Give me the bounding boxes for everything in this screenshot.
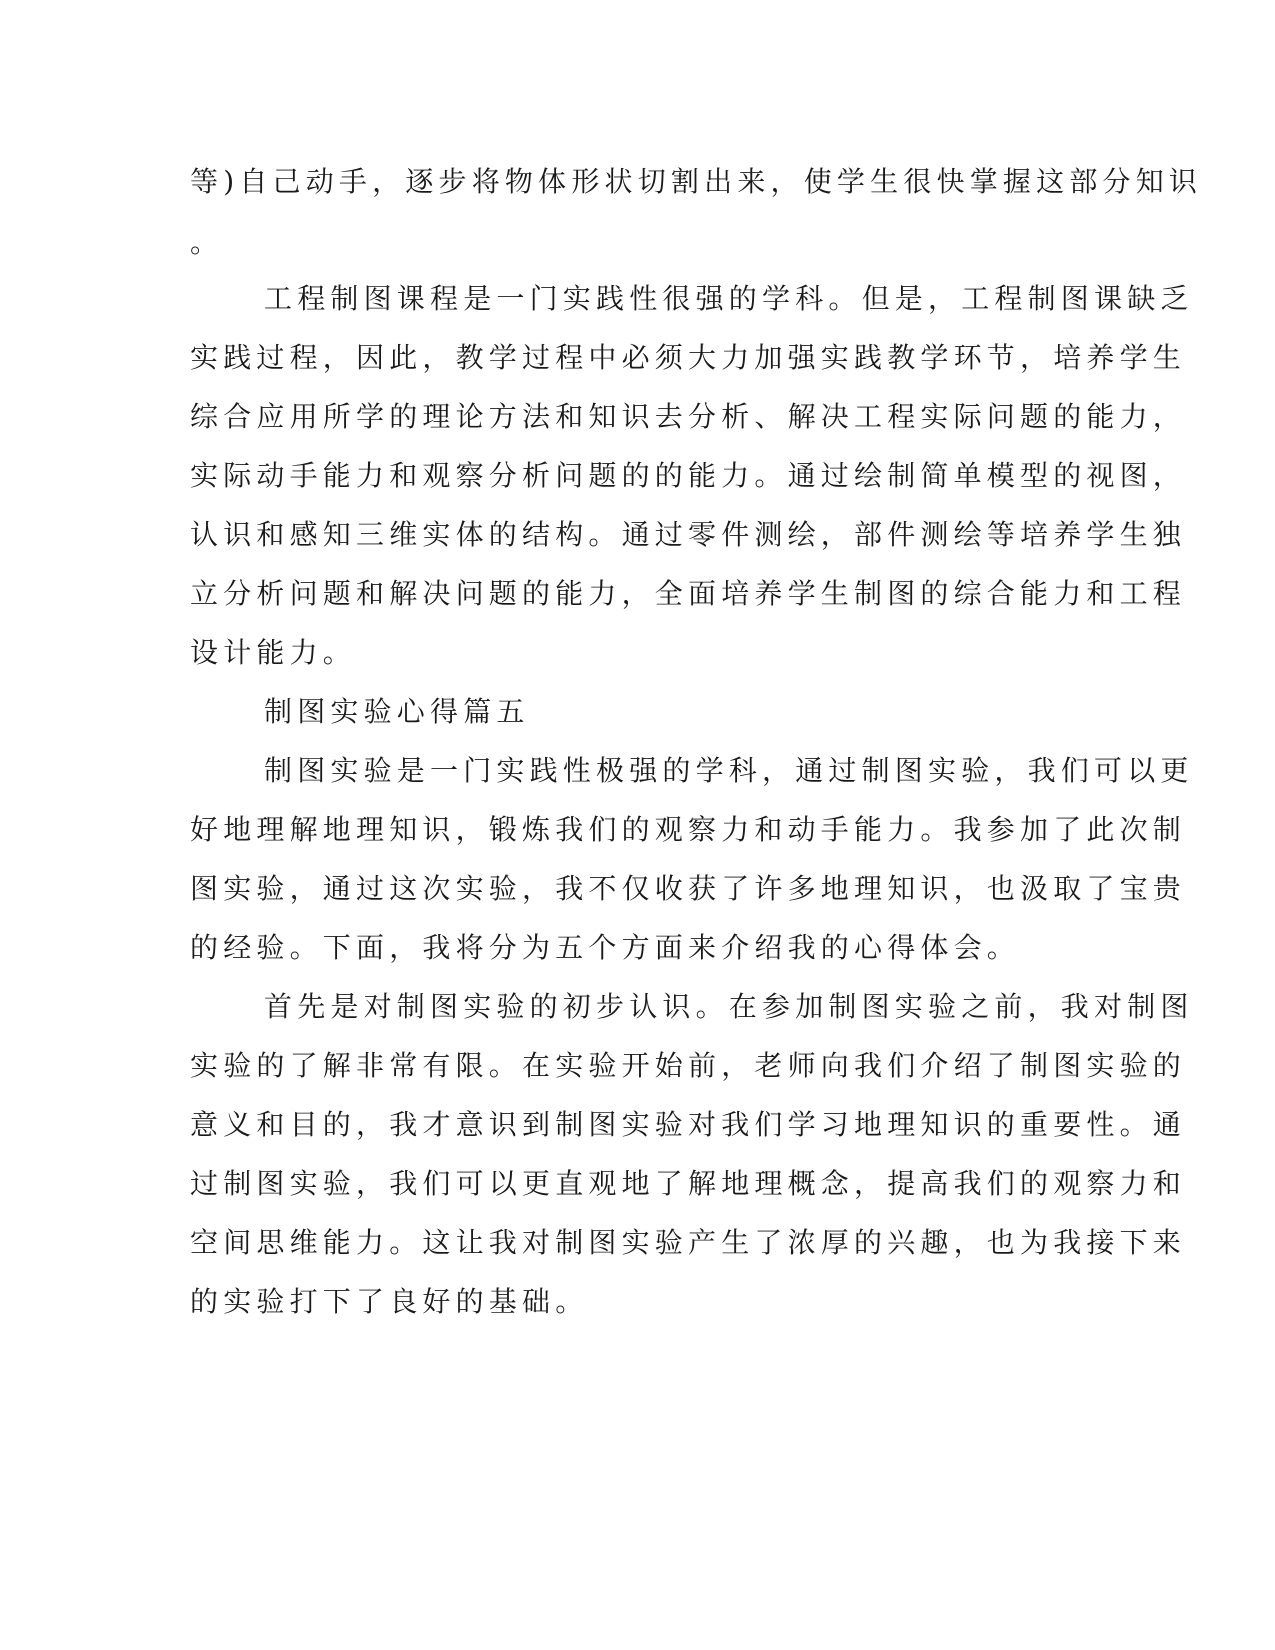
section-heading: 制图实验心得篇五 [264,695,530,728]
text-line: 实践过程，因此，教学过程中必须大力加强实践教学环节，培养学生 [190,341,1187,374]
text-line: 的实验打下了良好的基础。 [190,1285,589,1318]
text-line: 设计能力。 [190,636,357,669]
text-line: 意义和目的，我才意识到制图实验对我们学习地理知识的重要性。通 [190,1108,1187,1141]
text-line: 空间思维能力。这让我对制图实验产生了浓厚的兴趣，也为我接下来 [190,1226,1187,1259]
text-line: 综合应用所学的理论方法和知识去分析、解决工程实际问题的能力， [190,400,1187,433]
text-line: 等)自己动手，逐步将物体形状切割出来，使学生很快掌握这部分知识 [190,165,1203,198]
text-line: 立分析问题和解决问题的能力，全面培养学生制图的综合能力和工程 [190,577,1187,610]
paragraph-first-line: 首先是对制图实验的初步认识。在参加制图实验之前，我对制图 [264,990,1194,1023]
text-line: 实验的了解非常有限。在实验开始前，老师向我们介绍了制图实验的 [190,1049,1187,1082]
paragraph-first-line: 制图实验是一门实践性极强的学科，通过制图实验，我们可以更 [264,754,1194,787]
text-line: 。 [190,226,224,259]
text-line: 实际动手能力和观察分析问题的的能力。通过绘制简单模型的视图， [190,459,1187,492]
text-line: 过制图实验，我们可以更直观地了解地理概念，提高我们的观察力和 [190,1167,1187,1200]
text-line: 认识和感知三维实体的结构。通过零件测绘，部件测绘等培养学生独 [190,518,1187,551]
text-line: 好地理解地理知识，锻炼我们的观察力和动手能力。我参加了此次制 [190,813,1187,846]
paragraph-first-line: 工程制图课程是一门实践性很强的学科。但是，工程制图课缺乏 [264,282,1194,315]
text-line: 图实验，通过这次实验，我不仅收获了许多地理知识，也汲取了宝贵 [190,872,1187,905]
text-line: 的经验。下面，我将分为五个方面来介绍我的心得体会。 [190,931,1021,964]
